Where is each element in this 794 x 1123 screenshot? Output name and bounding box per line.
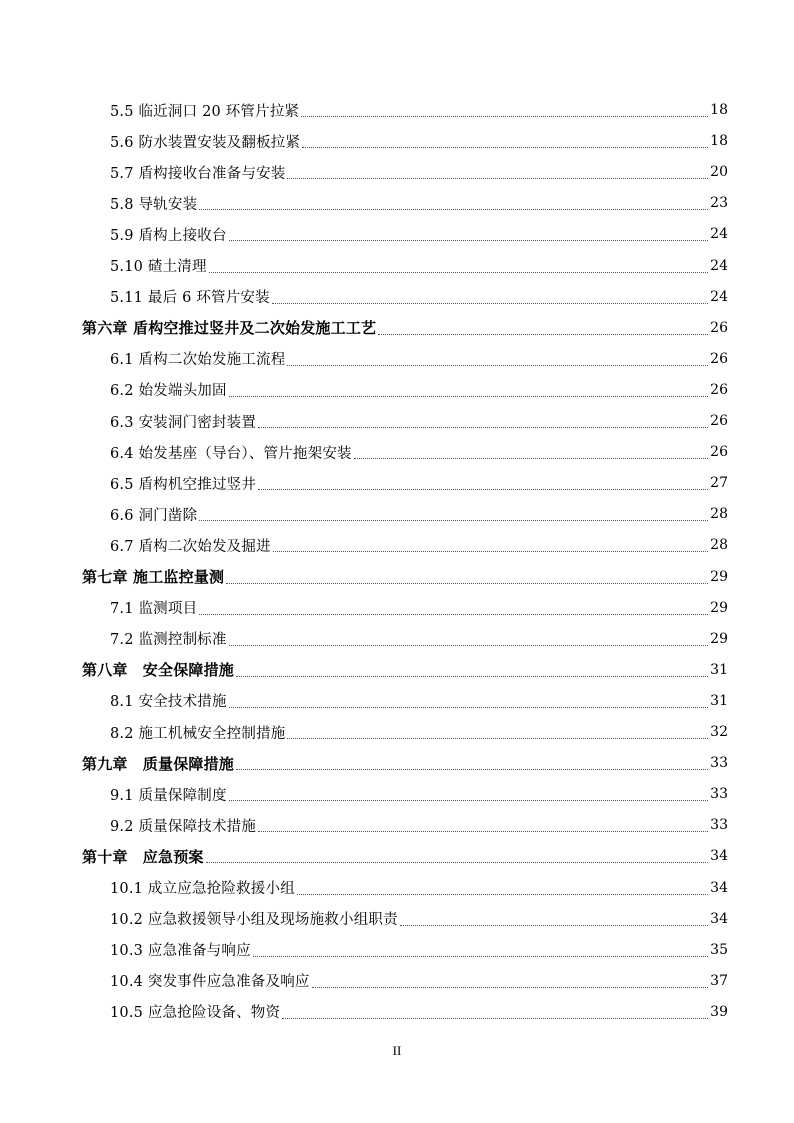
toc-entry[interactable] (110, 219, 728, 249)
toc-section-row (0, 686, 794, 716)
toc-entry[interactable] (110, 966, 728, 996)
toc-chapter-row (0, 562, 794, 592)
toc-section-row (0, 406, 794, 436)
toc-section-row (0, 810, 794, 840)
toc-section-row (0, 251, 794, 281)
toc-section-row (0, 717, 794, 747)
dot-leader (312, 979, 709, 988)
toc-entry-label: 6.4 始发基座（导台）、管片拖架安装 (110, 445, 352, 462)
dot-leader (258, 419, 708, 428)
page-number: II (392, 1043, 402, 1058)
toc-entry-page: 24 (710, 226, 728, 243)
toc-entry[interactable] (110, 437, 728, 467)
toc-entry[interactable] (110, 717, 728, 747)
toc-entry[interactable] (82, 313, 728, 343)
dot-leader (287, 730, 708, 739)
dot-leader (229, 388, 709, 397)
dot-leader (229, 232, 709, 241)
toc-entry-page: 24 (710, 257, 728, 274)
toc-entry-page: 31 (710, 692, 728, 709)
dot-leader (253, 948, 708, 957)
toc-entry-page: 29 (710, 630, 728, 647)
toc-entry[interactable] (82, 562, 728, 592)
toc-entry[interactable] (110, 406, 728, 436)
dot-leader (229, 792, 709, 801)
toc-section-row (0, 499, 794, 529)
toc-entry-label: 第八章 安全保障措施 (82, 661, 235, 680)
toc-entry-page: 32 (710, 724, 728, 740)
toc-entry-label: 5.8 导轨安装 (110, 196, 198, 213)
toc-section-row (0, 624, 794, 654)
toc-entry-page: 29 (710, 568, 728, 585)
toc-entry-label: 6.2 始发端头加固 (110, 383, 227, 400)
toc-chapter-row (0, 841, 794, 871)
toc-entry[interactable] (110, 157, 728, 187)
toc-entry[interactable] (110, 530, 728, 560)
toc-entry-label: 10.4 突发事件应急准备及响应 (110, 974, 310, 991)
dot-leader (199, 512, 708, 521)
toc-chapter-row (0, 655, 794, 685)
dot-leader (282, 1010, 708, 1019)
toc-entry-page: 35 (710, 941, 728, 958)
toc-section-row (0, 282, 794, 312)
dot-leader (297, 886, 708, 895)
toc-entry[interactable] (110, 997, 728, 1027)
toc-entry-page: 26 (710, 381, 728, 398)
toc-section-row (0, 904, 794, 934)
toc-section-row (0, 966, 794, 996)
dot-leader (229, 699, 709, 708)
toc-entry-page: 26 (710, 350, 728, 367)
toc-entry-page: 18 (710, 102, 728, 118)
toc-entry[interactable] (110, 779, 728, 809)
toc-entry-page: 34 (710, 879, 728, 896)
toc-entry-label: 7.2 监测控制标准 (110, 632, 227, 649)
toc-entry[interactable] (110, 686, 728, 716)
toc-section-row (0, 779, 794, 809)
toc-entry-label: 第九章 质量保障措施 (82, 754, 235, 773)
toc-entry-page: 37 (710, 972, 728, 989)
dot-leader (258, 481, 708, 490)
toc-section-row (0, 997, 794, 1027)
toc-section-row (0, 593, 794, 623)
toc-entry-page: 33 (710, 755, 728, 772)
dot-leader (302, 139, 708, 148)
toc-entry-page: 27 (710, 475, 728, 492)
dot-leader (354, 450, 708, 459)
toc-entry-label: 5.6 防水装置安装及翻板拉紧 (110, 134, 301, 151)
toc-entry[interactable] (110, 375, 728, 405)
dot-leader (229, 637, 709, 646)
toc-entry-label: 6.1 盾构二次始发施工流程 (110, 352, 286, 369)
toc-entry-label: 6.7 盾构二次始发及掘进 (110, 538, 271, 555)
toc-entry-page: 28 (710, 506, 728, 523)
dot-leader (199, 606, 708, 615)
toc-entry-label: 5.7 盾构接收台准备与安装 (110, 165, 286, 182)
toc-entry-label: 8.2 施工机械安全控制措施 (110, 725, 286, 742)
toc-entry-page: 24 (710, 288, 728, 305)
toc-entry-label: 5.11 最后 6 环管片安装 (110, 290, 270, 307)
dot-leader (287, 170, 708, 179)
toc-entry-page: 33 (710, 817, 728, 834)
toc-entry-page: 26 (710, 319, 728, 336)
toc-entry-label: 10.3 应急准备与响应 (110, 943, 251, 960)
toc-entry-label: 5.10 碴土清理 (110, 259, 207, 275)
toc-section-row (0, 468, 794, 498)
dot-leader (199, 201, 708, 210)
toc-entry-label: 第七章 施工监控量测 (82, 568, 225, 586)
toc-entry[interactable] (110, 873, 728, 903)
toc-entry-page: 39 (710, 1003, 728, 1020)
dot-leader (236, 668, 708, 677)
dot-leader (272, 295, 708, 304)
toc-entry-page: 23 (710, 195, 728, 212)
toc-entry-label: 第十章 应急预案 (82, 847, 204, 866)
toc-entry-label: 6.3 安装洞门密封装置 (110, 414, 257, 431)
toc-chapter-row (0, 313, 794, 343)
toc-entry[interactable] (110, 188, 728, 218)
toc-entry-page: 31 (710, 661, 728, 678)
toc-entry-label: 6.6 洞门凿除 (110, 507, 198, 524)
toc-entry-page: 34 (710, 910, 728, 927)
toc-section-row (0, 157, 794, 187)
toc-entry-page: 20 (710, 164, 728, 181)
dot-leader (236, 761, 708, 770)
dot-leader (209, 264, 708, 273)
toc-entry-page: 34 (710, 848, 728, 865)
toc-section-row (0, 935, 794, 965)
toc-entry-label: 6.5 盾构机空推过竖井 (110, 476, 257, 493)
toc-entry[interactable] (110, 593, 728, 623)
toc-entry-label: 9.1 质量保障制度 (110, 787, 227, 804)
toc-entry-label: 第六章 盾构空推过竖井及二次始发施工工艺 (82, 319, 377, 338)
dot-leader (301, 108, 708, 117)
dot-leader (400, 917, 708, 926)
toc-entry[interactable] (110, 904, 728, 934)
toc-entry-label: 8.1 安全技术措施 (110, 694, 227, 711)
toc-section-row (0, 126, 794, 156)
toc-section-row (0, 375, 794, 405)
toc-entry-label: 9.2 质量保障技术措施 (110, 818, 257, 835)
toc-section-row (0, 437, 794, 467)
toc-section-row (0, 873, 794, 903)
toc-entry[interactable] (110, 282, 728, 312)
toc-entry-label: 10.1 成立应急抢险救援小组 (110, 881, 295, 897)
toc-entry[interactable] (110, 468, 728, 498)
toc-entry[interactable] (110, 499, 728, 529)
toc-entry-label: 5.9 盾构上接收台 (110, 227, 227, 244)
toc-entry-page: 28 (710, 537, 728, 554)
toc-section-row (0, 219, 794, 249)
toc-section-row (0, 530, 794, 560)
dot-leader (226, 575, 708, 584)
dot-leader (273, 543, 708, 552)
toc-entry-page: 26 (710, 413, 728, 429)
dot-leader (206, 854, 709, 863)
toc-entry[interactable] (82, 748, 728, 778)
dot-leader (258, 823, 708, 832)
toc-section-row (0, 188, 794, 218)
toc-entry-label: 7.1 监测项目 (110, 601, 198, 618)
dot-leader (287, 357, 708, 366)
toc-entry-page: 29 (710, 599, 728, 616)
toc-entry[interactable] (110, 624, 728, 654)
toc-entry-label: 10.2 应急救援领导小组及现场施救小组职责 (110, 912, 398, 929)
toc-chapter-row (0, 748, 794, 778)
toc-entry[interactable] (82, 655, 728, 685)
toc-entry-label: 10.5 应急抢险设备、物资 (110, 1005, 281, 1022)
dot-leader (378, 326, 708, 335)
toc-entry[interactable] (110, 251, 728, 281)
toc-entry-page: 18 (710, 133, 728, 150)
toc-entry[interactable] (110, 810, 728, 840)
toc-entry-label: 5.5 临近洞口 20 环管片拉紧 (110, 103, 300, 120)
toc-entry[interactable] (110, 95, 728, 125)
toc-entry-page: 26 (710, 444, 728, 461)
toc-entry[interactable] (110, 344, 728, 374)
toc-entry[interactable] (110, 935, 728, 965)
toc-entry[interactable] (82, 841, 728, 871)
toc-section-row (0, 344, 794, 374)
toc-entry-page: 33 (710, 786, 728, 803)
toc-entry[interactable] (110, 126, 728, 156)
toc-section-row (0, 95, 794, 125)
